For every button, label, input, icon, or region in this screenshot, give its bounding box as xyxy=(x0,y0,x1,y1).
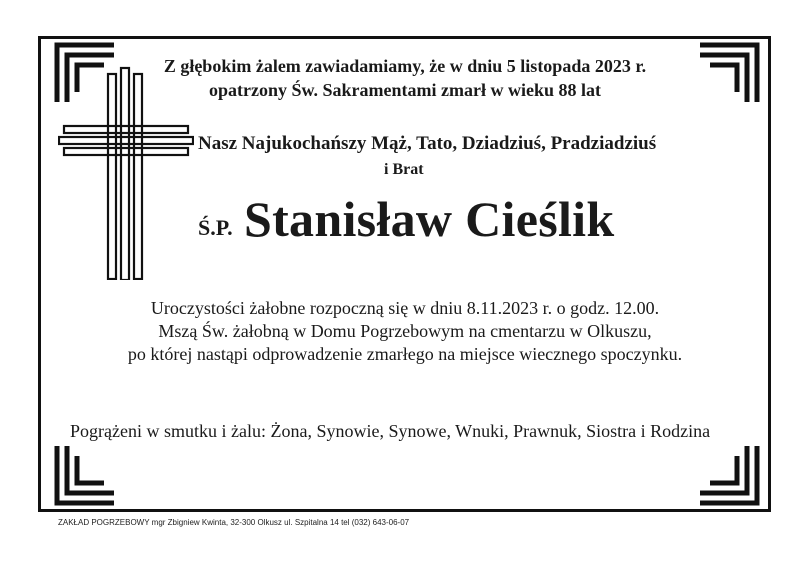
name-prefix: Ś.P. xyxy=(198,215,233,240)
corner-ornament-icon xyxy=(54,446,114,506)
ceremony-line-2: Mszą Św. żałobną w Domu Pogrzebowym na cmentarzu w Olkuszu, xyxy=(158,321,652,341)
ceremony-line-1: Uroczystości żałobne rozpoczną się w dniu 8.11.2023 r. o godz. 12.00. xyxy=(150,298,660,318)
funeral-home-footer: ZAKŁAD POGRZEBOWY mgr Zbigniew Kwinta, 32-300 Olkusz ul. Szpitalna 14 tel (032) 643-06-07 xyxy=(58,518,410,527)
mourners-line: Pogrążeni w smutku i żalu: Żona, Synowie, Synowe, Wnuki, Prawnuk, Siostra i Rodzina xyxy=(70,421,711,441)
announcement-line-2: opatrzony Św. Sakramentami zmarł w wieku 88 lat xyxy=(209,80,601,100)
announcement-line-1: Z głębokim żalem zawiadamiamy, że w dniu 5 listopada 2023 r. xyxy=(163,56,647,76)
relation-line-2: i Brat xyxy=(384,161,424,178)
corner-ornament-icon xyxy=(700,446,760,506)
ceremony-line-3: po której nastąpi odprowadzenie zmarłego na miejsce wiecznego spoczynku. xyxy=(127,344,683,364)
relation-line: Nasz Najukochańszy Mąż, Tato, Dziadziuś, Pradziadziuś xyxy=(198,133,657,154)
deceased-name: Stanisław Cieślik xyxy=(244,191,615,247)
